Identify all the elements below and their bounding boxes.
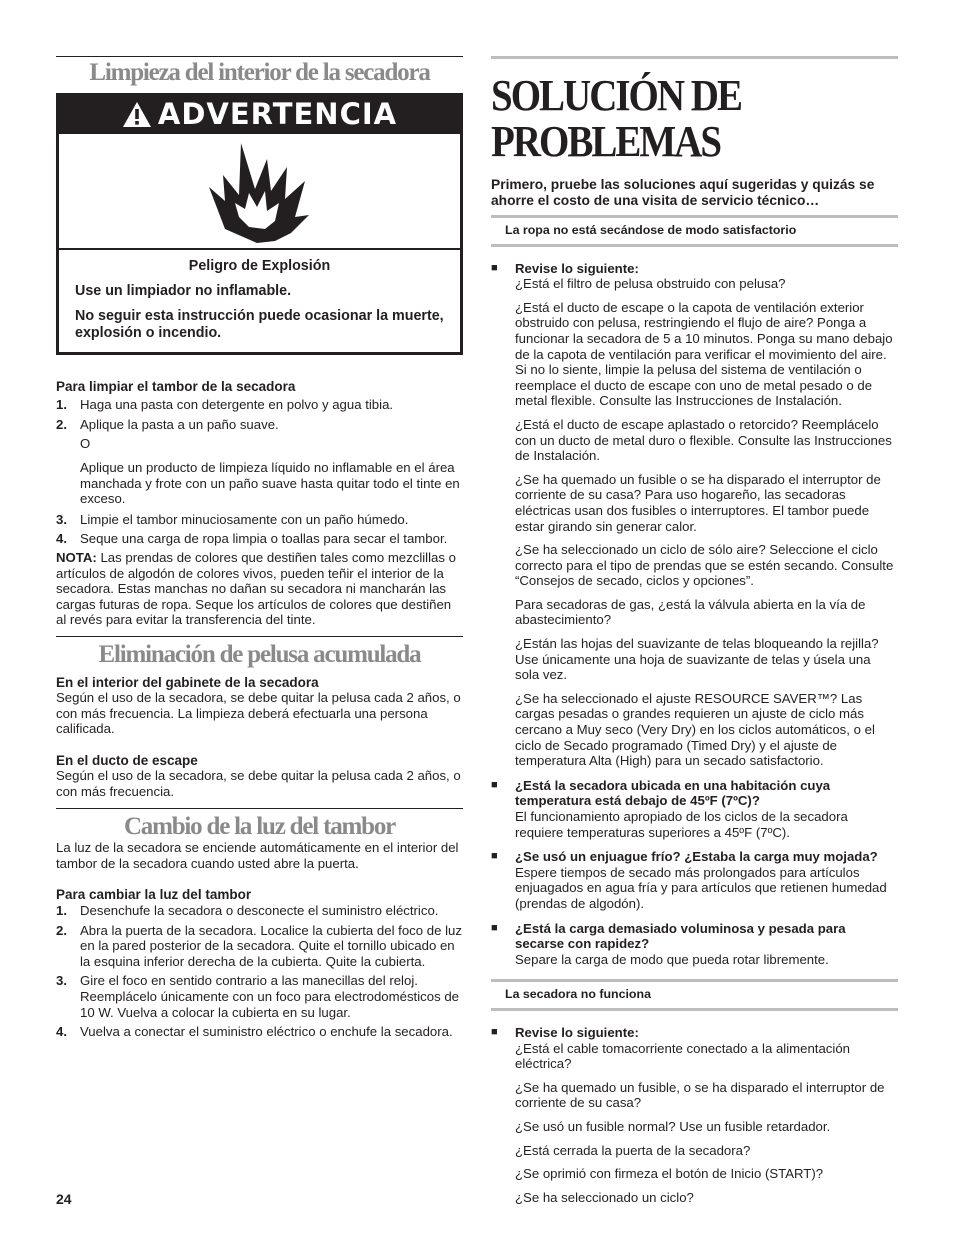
bullet-heading: ¿Está la secadora ubicada en una habitación cuya temperatura está debajo de 45ºF (7ºC)? (515, 777, 831, 809)
danger-label: Peligro de Explosión (188, 257, 331, 274)
or-text: O (80, 436, 91, 452)
note-paragraph: NOTA: Las prendas de colores que destiñen tales como mezclillas o artículos de algodón de colores vivos, pueden teñir el interior de la secadora. Estas manchas no dañan su secadora ni mancharán las cargas futuras de ropa. Seque los artículos de colores que destiñen al revés para evitar la transferencia del tinte. (56, 549, 456, 628)
list-item: 2. Aplique la pasta a un paño suave. (56, 416, 279, 432)
bullet-text: El funcionamiento apropiado de los ciclos de la secadora requiere temperaturas superiores a 45ºF (7ºC). (515, 809, 848, 840)
check-item: ¿Se ha seleccionado un ciclo de sólo aire? Seleccione el ciclo correcto para el tipo de prendas que se estén secando. Consulte “Consejos de secado, ciclos y opciones”. (515, 542, 894, 589)
check-item: ¿Está el ducto de escape aplastado o retorcido? Reemplácelo con un ducto de metal duro o flexible. Consulte las Instrucciones de Instalación. (515, 416, 892, 464)
warning-line-2: No seguir esta instrucción puede ocasionar la muerte, explosión o incendio. (75, 307, 444, 341)
drum-steps-cont (56, 512, 463, 547)
subsection-bar (491, 244, 898, 247)
right-column (491, 56, 898, 1205)
warning-text (59, 250, 460, 352)
subsection-title-not-drying: La ropa no está secándose de modo satisfactorio (505, 223, 797, 237)
warning-label: ADVERTENCIA (157, 96, 398, 131)
subsection-title-not-working: La secadora no funciona (505, 987, 651, 1002)
bullet-icon: ■ (491, 778, 498, 791)
bullet-icon: ■ (491, 850, 498, 863)
check-item: ¿Están las hojas del suavizante de telas bloqueando la rejilla? Use únicamente una hoja de suavizante de telas y úsela una sola vez. (515, 636, 879, 683)
bullet-heading: ¿Está la carga demasiado voluminosa y pesada para secarse con rapidez? (515, 920, 846, 952)
section-divider (56, 636, 463, 637)
check-label: Revise lo siguiente: (515, 260, 639, 276)
page-number: 24 (56, 1191, 72, 1207)
light-steps (56, 903, 463, 1040)
check-item: ¿Se ha seleccionado el ajuste RESOURCE SAVER™? Las cargas pesadas o grandes requieren un ajuste de ciclo más cercano a Muy seco (Very Dry) en los ciclos automáticos, o el ciclo de Secado programado (Timed Dry) y el ajuste de temperatura Alta (High) para un secado satisfactorio. (515, 690, 875, 769)
check-item: ¿Está el cable tomacorriente conectado a la alimentación eléctrica? (515, 1040, 850, 1072)
section-title-cleaning: Limpieza del interior de la secadora (89, 59, 430, 86)
list-item: 3. Limpie el tambor minuciosamente con un paño húmedo. (56, 511, 409, 527)
check-item: ¿Se ha seleccionado un ciclo? (515, 1189, 694, 1205)
bullet-rinse (491, 849, 898, 911)
light-intro: La luz de la secadora se enciende automáticamente en el interior del tambor de la secadora cuando usted abre la puerta. (56, 840, 459, 871)
duct-text: Según el uso de la secadora, se debe quitar la pelusa cada 2 años, o con más frecuencia. (56, 768, 461, 800)
check-item: ¿Se usó un fusible normal? Use un fusible retardador. (515, 1118, 831, 1134)
drum-heading: Para limpiar el tambor de la secadora (56, 378, 296, 394)
warning-triangle-icon (122, 101, 152, 128)
bullet-temperature (491, 778, 898, 840)
warning-box (56, 93, 463, 355)
bullet-icon: ■ (491, 261, 498, 274)
list-item: 4. Vuelva a conectar el suministro eléctrico o enchufe la secadora. (56, 1024, 453, 1040)
section-title-lint: Eliminación de pelusa acumulada (98, 640, 421, 668)
list-item: 1. Haga una pasta con detergente en polvo y agua tibia. (56, 397, 394, 413)
bullet-icon: ■ (491, 1025, 498, 1038)
check-label: Revise lo siguiente: (515, 1024, 639, 1040)
bullet-text: Espere tiempos de secado más prolongados para artículos enjuagados en agua fría y para artículos que retienen humedad (prendas de algodón). (515, 864, 887, 911)
list-item: 3. Gire el foco en sentido contrario a las manecillas del reloj. Reemplácelo únicamente con un foco para electrodomésticos de 10 W. Vuelva a colocar la cubierta en su lugar. (56, 973, 459, 1020)
explosion-icon-area (59, 134, 460, 250)
cabinet-heading: En el interior del gabinete de la secadora (56, 674, 319, 690)
bullet-icon: ■ (491, 921, 498, 934)
alternative-text: Aplique un producto de limpieza líquido no inflamable en el área manchada y frote con un paño suave hasta quitar todo el tinte en exceso. (80, 459, 460, 507)
warning-header (59, 96, 460, 134)
warning-line-1: Use un limpiador no inflamable. (75, 282, 292, 299)
list-item: 1. Desenchufe la secadora o desconecte el suministro eléctrico. (56, 903, 439, 919)
left-column (56, 56, 463, 1040)
bullet-check (491, 1025, 898, 1072)
title-divider (491, 56, 898, 59)
check-item: Para secadoras de gas, ¿está la válvula abierta en la vía de abastecimiento? (515, 596, 866, 628)
section-title-light: Cambio de la luz del tambor (123, 812, 396, 840)
bullet-load (491, 921, 898, 968)
check-item: ¿Está el ducto de escape o la capota de ventilación exterior obstruido con pelusa, restringiendo el flujo de aire? Ponga a funcionar la secadora de 5 a 10 minutos. Ponga su mano debajo de la capota de ventilación para verificar el movimiento del aire. Si no lo siente, limpie la pelusa del sistema de ventilación o reemplace el ducto de escape con uno de metal pesado o de metal flexible. Consulte las Instrucciones de Instalación. (515, 299, 893, 409)
bullet-heading: ¿Se usó un enjuague frío? ¿Estaba la carga muy mojada? (515, 849, 878, 865)
bullet-text: Separe la carga de modo que pueda rotar libremente. (515, 951, 829, 967)
section-divider (56, 808, 463, 809)
section-divider (56, 56, 463, 57)
page-title: SOLUCIÓN DE PROBLEMAS (491, 70, 741, 167)
drum-steps (56, 397, 463, 432)
check-item: ¿Está cerrada la puerta de la secadora? (515, 1142, 751, 1158)
list-item: 4. Seque una carga de ropa limpia o toallas para secar el tambor. (56, 531, 448, 547)
intro-text: Primero, pruebe las soluciones aquí sugeridas y quizás se ahorre el costo de una visita de servicio técnico… (491, 177, 875, 208)
list-item: 2. Abra la puerta de la secadora. Localice la cubierta del foco de luz en la pared posterior de la secadora. Quite el tornillo ubicado en la esquina inferior derecha de la cubierta. Quite la cubierta. (56, 922, 462, 969)
subsection-bar (491, 1008, 898, 1011)
duct-heading: En el ducto de escape (56, 752, 198, 768)
check-item: ¿Se ha quemado un fusible, o se ha disparado el interruptor de corriente de su casa? (515, 1079, 885, 1111)
light-heading: Para cambiar la luz del tambor (56, 887, 252, 903)
check-item: ¿Se oprimió con firmeza el botón de Inicio (START)? (515, 1166, 824, 1182)
check-item: ¿Está el filtro de pelusa obstruido con pelusa? (515, 276, 786, 292)
cabinet-text: Según el uso de la secadora, se debe quitar la pelusa cada 2 años, o con más frecuencia. La limpieza deberá efectuarla una persona calificada. (56, 690, 461, 737)
check-item: ¿Se ha quemado un fusible o se ha disparado el interruptor de corriente de su casa? Para uso hogareño, las secadoras eléctricas usan dos fusibles o interruptores. El tambor puede estar girando sin generar calor. (515, 471, 881, 534)
bullet-check (491, 261, 898, 292)
explosion-icon (205, 137, 315, 245)
